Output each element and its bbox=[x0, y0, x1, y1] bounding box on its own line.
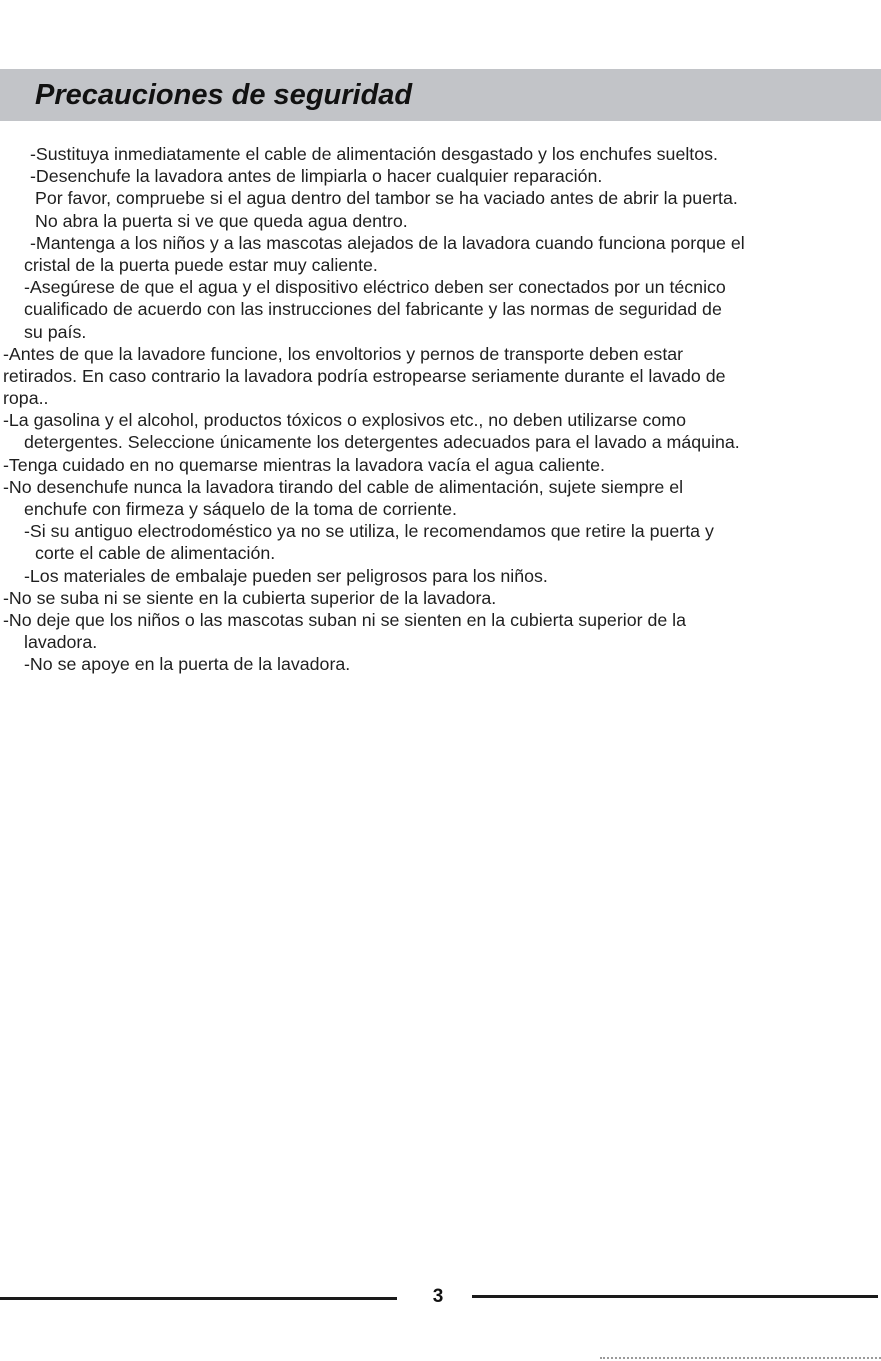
text-line: -No deje que los niños o las mascotas suban ni se sienten en la cubierta superior de la bbox=[3, 609, 687, 630]
text-line: ropa.. bbox=[3, 388, 49, 409]
text-line: detergentes. Seleccione únicamente los detergentes adecuados para el lavado a máquina. bbox=[24, 432, 740, 453]
text-line: retirados. En caso contrario la lavadora podría estropearse seriamente durante el lavado de bbox=[3, 365, 726, 386]
text-line: -Los materiales de embalaje pueden ser peligrosos para los niños. bbox=[24, 565, 548, 586]
footer-divider-right bbox=[472, 1295, 878, 1298]
page-edge-fringe bbox=[600, 1357, 881, 1361]
text-line: -Antes de que la lavadore funcione, los envoltorios y pernos de transporte deben estar bbox=[3, 343, 684, 364]
text-line: No abra la puerta si ve que queda agua dentro. bbox=[35, 210, 408, 231]
text-line: cristal de la puerta puede estar muy caliente. bbox=[24, 254, 378, 275]
text-line: cualificado de acuerdo con las instrucciones del fabricante y las normas de seguridad de bbox=[24, 299, 722, 320]
text-line: -No se apoye en la puerta de la lavadora. bbox=[24, 654, 351, 675]
text-line: lavadora. bbox=[24, 632, 98, 653]
text-line: -Si su antiguo electrodoméstico ya no se utiliza, le recomendamos que retire la puerta y bbox=[24, 521, 714, 542]
text-line: -Tenga cuidado en no quemarse mientras la lavadora vacía el agua caliente. bbox=[3, 454, 605, 475]
footer-divider-left bbox=[0, 1297, 397, 1300]
safety-precautions-text bbox=[0, 143, 881, 676]
text-line: -No se suba ni se siente en la cubierta superior de la lavadora. bbox=[3, 587, 497, 608]
page-title: Precauciones de seguridad bbox=[35, 79, 413, 111]
section-header-bar bbox=[0, 69, 881, 121]
text-line: -Desenchufe la lavadora antes de limpiarla o hacer cualquier reparación. bbox=[30, 166, 603, 187]
text-line: su país. bbox=[24, 321, 87, 342]
text-line: -Mantenga a los niños y a las mascotas alejados de la lavadora cuando funciona porque el bbox=[30, 232, 745, 253]
text-line: -No desenchufe nunca la lavadora tirando del cable de alimentación, sujete siempre el bbox=[3, 476, 684, 497]
text-line: -La gasolina y el alcohol, productos tóxicos o explosivos etc., no deben utilizarse como bbox=[3, 410, 686, 431]
text-line: Por favor, compruebe si el agua dentro del tambor se ha vaciado antes de abrir la puerta. bbox=[35, 188, 738, 209]
text-line: corte el cable de alimentación. bbox=[35, 543, 276, 564]
text-line: -Sustituya inmediatamente el cable de alimentación desgastado y los enchufes sueltos. bbox=[30, 144, 718, 164]
text-line: enchufe con firmeza y sáquelo de la toma de corriente. bbox=[24, 499, 457, 519]
text-line: -Asegúrese de que el agua y el dispositivo eléctrico deben ser conectados por un técnico bbox=[24, 277, 726, 298]
page-number: 3 bbox=[432, 1286, 444, 1307]
